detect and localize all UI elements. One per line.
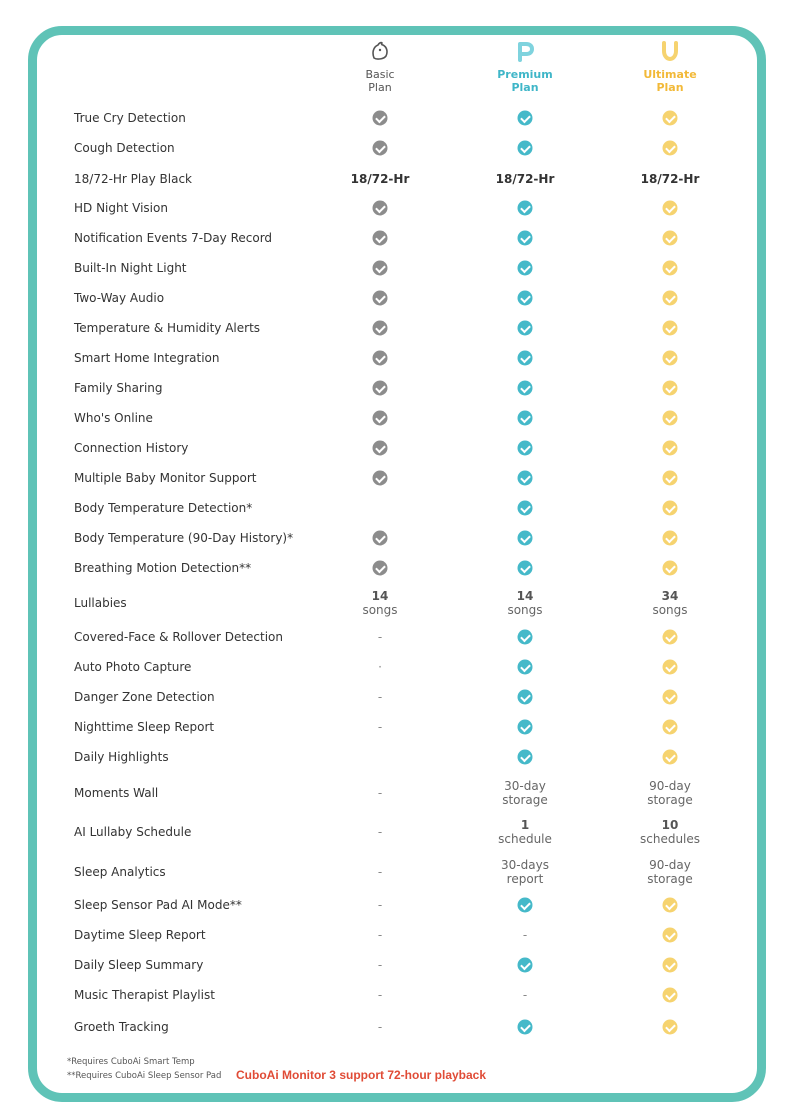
cell-premium	[518, 261, 533, 276]
cell-text: storage	[647, 872, 693, 886]
cell-basic	[373, 201, 388, 216]
cell-premium	[518, 561, 533, 576]
check-icon	[663, 141, 678, 156]
cell-text: -	[377, 720, 383, 734]
feature-label: Who's Online	[74, 411, 153, 425]
cell-ultimate	[663, 660, 678, 675]
cell-text: 18/72-Hr	[495, 172, 555, 186]
cell-premium	[523, 988, 527, 1002]
cell-text: ·	[378, 660, 382, 674]
check-icon	[373, 441, 388, 456]
cell-basic	[373, 291, 388, 306]
check-icon	[518, 720, 533, 735]
check-icon	[518, 381, 533, 396]
table-row	[0, 584, 796, 622]
check-icon	[518, 660, 533, 675]
check-icon	[663, 898, 678, 913]
cell-text: 30-day	[504, 779, 546, 793]
cell-ultimate	[663, 201, 678, 216]
cell-premium	[518, 201, 533, 216]
table-row	[0, 283, 796, 313]
cell-text: 14	[371, 589, 389, 603]
check-icon	[518, 201, 533, 216]
cell-ultimate	[663, 471, 678, 486]
check-icon	[663, 381, 678, 396]
cell-text: 90-day	[649, 858, 691, 872]
check-icon	[518, 291, 533, 306]
cell-basic	[373, 531, 388, 546]
cell-text: 1	[520, 818, 530, 832]
check-icon	[518, 261, 533, 276]
table-row	[0, 193, 796, 223]
cell-text: -	[377, 928, 383, 942]
cell-ultimate	[647, 858, 693, 886]
cell-basic	[373, 411, 388, 426]
feature-label: Connection History	[74, 441, 189, 455]
cell-premium	[518, 471, 533, 486]
cell-premium	[507, 589, 542, 617]
cell-text: -	[377, 958, 383, 972]
cell-text: -	[522, 988, 528, 1002]
table-row	[0, 223, 796, 253]
cell-ultimate	[663, 988, 678, 1003]
cell-text: -	[377, 988, 383, 1002]
check-icon	[518, 750, 533, 765]
check-icon	[663, 690, 678, 705]
cell-text: schedule	[498, 832, 552, 846]
check-icon	[663, 531, 678, 546]
cell-ultimate	[641, 172, 700, 186]
check-icon	[518, 231, 533, 246]
cell-basic	[378, 958, 382, 972]
cell-basic	[373, 351, 388, 366]
table-row	[0, 253, 796, 283]
cell-text: 14	[516, 589, 534, 603]
feature-label: Two-Way Audio	[74, 291, 165, 305]
cell-basic	[378, 865, 382, 879]
check-icon	[663, 351, 678, 366]
check-icon	[518, 690, 533, 705]
check-icon	[518, 561, 533, 576]
cell-ultimate	[663, 291, 678, 306]
table-row	[0, 433, 796, 463]
cell-basic	[373, 141, 388, 156]
check-icon	[663, 501, 678, 516]
cell-premium	[518, 630, 533, 645]
cell-premium	[518, 898, 533, 913]
cell-premium	[523, 928, 527, 942]
cell-ultimate	[663, 231, 678, 246]
check-icon	[663, 750, 678, 765]
feature-label: True Cry Detection	[74, 111, 186, 125]
feature-label: Auto Photo Capture	[74, 660, 192, 674]
table-row	[0, 712, 796, 742]
feature-label: Cough Detection	[74, 141, 175, 155]
cell-basic	[362, 589, 397, 617]
check-icon	[518, 630, 533, 645]
check-icon	[518, 321, 533, 336]
table-row	[0, 343, 796, 373]
table-row	[0, 553, 796, 583]
cell-ultimate	[663, 720, 678, 735]
cell-ultimate	[663, 750, 678, 765]
feature-label: Body Temperature Detection*	[74, 501, 253, 515]
cell-text: -	[377, 825, 383, 839]
cell-basic	[378, 825, 382, 839]
cell-ultimate	[663, 351, 678, 366]
table-row	[0, 373, 796, 403]
check-icon	[518, 441, 533, 456]
cell-text: 34	[661, 589, 679, 603]
check-icon	[663, 261, 678, 276]
cell-ultimate	[663, 381, 678, 396]
cell-basic	[373, 231, 388, 246]
cell-premium	[518, 411, 533, 426]
check-icon	[663, 720, 678, 735]
feature-label: Lullabies	[74, 596, 127, 610]
cell-text: songs	[362, 603, 398, 617]
feature-label: Daily Highlights	[74, 750, 169, 764]
cell-ultimate	[663, 141, 678, 156]
check-icon	[518, 501, 533, 516]
cell-ultimate	[663, 630, 678, 645]
cell-text: schedules	[639, 832, 701, 846]
table-row	[0, 103, 796, 133]
cell-premium	[496, 172, 555, 186]
feature-label: Multiple Baby Monitor Support	[74, 471, 257, 485]
cell-premium	[518, 501, 533, 516]
cell-ultimate	[647, 779, 693, 807]
cell-premium	[518, 351, 533, 366]
feature-label: 18/72-Hr Play Black	[74, 172, 192, 186]
feature-label: Daily Sleep Summary	[74, 958, 204, 972]
cell-ultimate	[663, 441, 678, 456]
cell-premium	[518, 660, 533, 675]
cell-basic	[373, 381, 388, 396]
cell-premium	[518, 690, 533, 705]
cell-text: 30-days	[501, 858, 549, 872]
cell-basic	[378, 928, 382, 942]
cell-premium	[501, 858, 549, 886]
table-row	[0, 920, 796, 950]
feature-label: Sleep Sensor Pad AI Mode**	[74, 898, 242, 912]
check-icon	[373, 231, 388, 246]
cell-text: -	[377, 898, 383, 912]
check-icon	[373, 471, 388, 486]
plan-premium-line1: Premium	[497, 68, 553, 81]
cell-basic	[373, 321, 388, 336]
check-icon	[663, 411, 678, 426]
check-icon	[518, 141, 533, 156]
cell-text: -	[377, 786, 383, 800]
cell-ultimate	[663, 261, 678, 276]
cell-basic	[373, 441, 388, 456]
cell-basic	[378, 786, 382, 800]
check-icon	[373, 261, 388, 276]
check-icon	[518, 411, 533, 426]
table-row	[0, 812, 796, 852]
cell-ultimate	[663, 531, 678, 546]
cell-basic	[378, 988, 382, 1002]
cell-premium	[518, 720, 533, 735]
table-row	[0, 523, 796, 553]
check-icon	[518, 111, 533, 126]
table-row	[0, 852, 796, 892]
feature-label: Smart Home Integration	[74, 351, 220, 365]
cell-premium	[518, 141, 533, 156]
feature-label: Built-In Night Light	[74, 261, 187, 275]
check-icon	[373, 111, 388, 126]
cell-premium	[518, 291, 533, 306]
feature-label: Temperature & Humidity Alerts	[74, 321, 261, 335]
cell-premium	[518, 231, 533, 246]
check-icon	[373, 201, 388, 216]
cell-premium	[498, 818, 552, 846]
cell-premium	[518, 1020, 533, 1035]
cell-ultimate	[640, 818, 700, 846]
cell-ultimate	[663, 928, 678, 943]
cell-basic	[378, 660, 382, 674]
plan-ultimate-line1: Ultimate	[643, 68, 697, 81]
feature-label: Nighttime Sleep Report	[74, 720, 215, 734]
cell-basic	[378, 720, 382, 734]
check-icon	[663, 928, 678, 943]
table-row	[0, 463, 796, 493]
cell-text: 18/72-Hr	[640, 172, 700, 186]
cell-text: -	[377, 1020, 383, 1034]
cell-ultimate	[663, 411, 678, 426]
table-row	[0, 773, 796, 813]
plan-basic-line2: Plan	[368, 81, 392, 94]
check-icon	[373, 321, 388, 336]
cell-text: -	[522, 928, 528, 942]
cell-text: 18/72-Hr	[350, 172, 410, 186]
table-row	[0, 950, 796, 980]
table-row	[0, 1012, 796, 1042]
cell-ultimate	[663, 958, 678, 973]
cell-text: 10	[661, 818, 679, 832]
feature-label: Danger Zone Detection	[74, 690, 215, 704]
feature-label: AI Lullaby Schedule	[74, 825, 192, 839]
cell-basic	[373, 561, 388, 576]
check-icon	[373, 291, 388, 306]
feature-label: Music Therapist Playlist	[74, 988, 215, 1002]
cell-text: report	[506, 872, 544, 886]
check-icon	[663, 561, 678, 576]
check-icon	[663, 231, 678, 246]
feature-label: Body Temperature (90-Day History)*	[74, 531, 294, 545]
cell-premium	[518, 321, 533, 336]
cell-text: storage	[502, 793, 548, 807]
check-icon	[518, 898, 533, 913]
check-icon	[663, 471, 678, 486]
cell-premium	[502, 779, 548, 807]
table-row	[0, 980, 796, 1010]
cell-basic	[351, 172, 410, 186]
playback-note: CuboAi Monitor 3 support 72-hour playback	[236, 1068, 487, 1082]
check-icon	[663, 321, 678, 336]
cell-basic	[378, 898, 382, 912]
footnote-smart-temp: *Requires CuboAi Smart Temp	[67, 1057, 195, 1067]
plan-ultimate-line2: Plan	[656, 81, 684, 94]
cell-text: -	[377, 865, 383, 879]
table-row	[0, 890, 796, 920]
check-icon	[663, 660, 678, 675]
check-icon	[663, 201, 678, 216]
feature-label: Covered-Face & Rollover Detection	[74, 630, 284, 644]
cell-premium	[518, 111, 533, 126]
cell-ultimate	[663, 111, 678, 126]
cell-premium	[518, 381, 533, 396]
check-icon	[518, 958, 533, 973]
cell-ultimate	[652, 589, 687, 617]
check-icon	[663, 988, 678, 1003]
table-row	[0, 133, 796, 163]
cell-ultimate	[663, 561, 678, 576]
cell-basic	[378, 630, 382, 644]
cell-basic	[373, 261, 388, 276]
table-row	[0, 313, 796, 343]
check-icon	[373, 141, 388, 156]
cell-ultimate	[663, 501, 678, 516]
check-icon	[663, 291, 678, 306]
plan-premium-line2: Plan	[511, 81, 539, 94]
feature-label: Family Sharing	[74, 381, 163, 395]
table-row	[0, 403, 796, 433]
check-icon	[518, 471, 533, 486]
feature-label: Groeth Tracking	[74, 1020, 169, 1034]
cell-text: storage	[647, 793, 693, 807]
cell-premium	[518, 441, 533, 456]
table-row	[0, 622, 796, 652]
cell-premium	[518, 531, 533, 546]
cell-text: -	[377, 690, 383, 704]
cell-premium	[518, 958, 533, 973]
check-icon	[373, 561, 388, 576]
check-icon	[373, 411, 388, 426]
cell-text: songs	[652, 603, 688, 617]
check-icon	[373, 351, 388, 366]
check-icon	[663, 111, 678, 126]
check-icon	[518, 531, 533, 546]
cell-basic	[378, 1020, 382, 1034]
cell-text: 90-day	[649, 779, 691, 793]
table-row	[0, 164, 796, 194]
table-row	[0, 742, 796, 772]
check-icon	[663, 630, 678, 645]
plan-basic-line1: Basic	[365, 68, 395, 81]
feature-label: Moments Wall	[74, 786, 159, 800]
check-icon	[663, 1020, 678, 1035]
check-icon	[373, 381, 388, 396]
cell-basic	[373, 111, 388, 126]
cell-text: songs	[507, 603, 543, 617]
cell-ultimate	[663, 690, 678, 705]
feature-label: Breathing Motion Detection**	[74, 561, 252, 575]
check-icon	[518, 1020, 533, 1035]
cell-premium	[518, 750, 533, 765]
feature-label: Daytime Sleep Report	[74, 928, 206, 942]
footnote-sleep-sensor: **Requires CuboAi Sleep Sensor Pad	[67, 1071, 222, 1081]
cell-ultimate	[663, 898, 678, 913]
cell-ultimate	[663, 1020, 678, 1035]
cell-ultimate	[663, 321, 678, 336]
feature-label: HD Night Vision	[74, 201, 168, 215]
check-icon	[663, 958, 678, 973]
cell-basic	[373, 471, 388, 486]
feature-label: Sleep Analytics	[74, 865, 166, 879]
table-row	[0, 682, 796, 712]
check-icon	[518, 351, 533, 366]
table-row	[0, 652, 796, 682]
check-icon	[663, 441, 678, 456]
check-icon	[373, 531, 388, 546]
feature-label: Notification Events 7-Day Record	[74, 231, 273, 245]
table-row	[0, 493, 796, 523]
cell-basic	[378, 690, 382, 704]
cell-text: -	[377, 630, 383, 644]
